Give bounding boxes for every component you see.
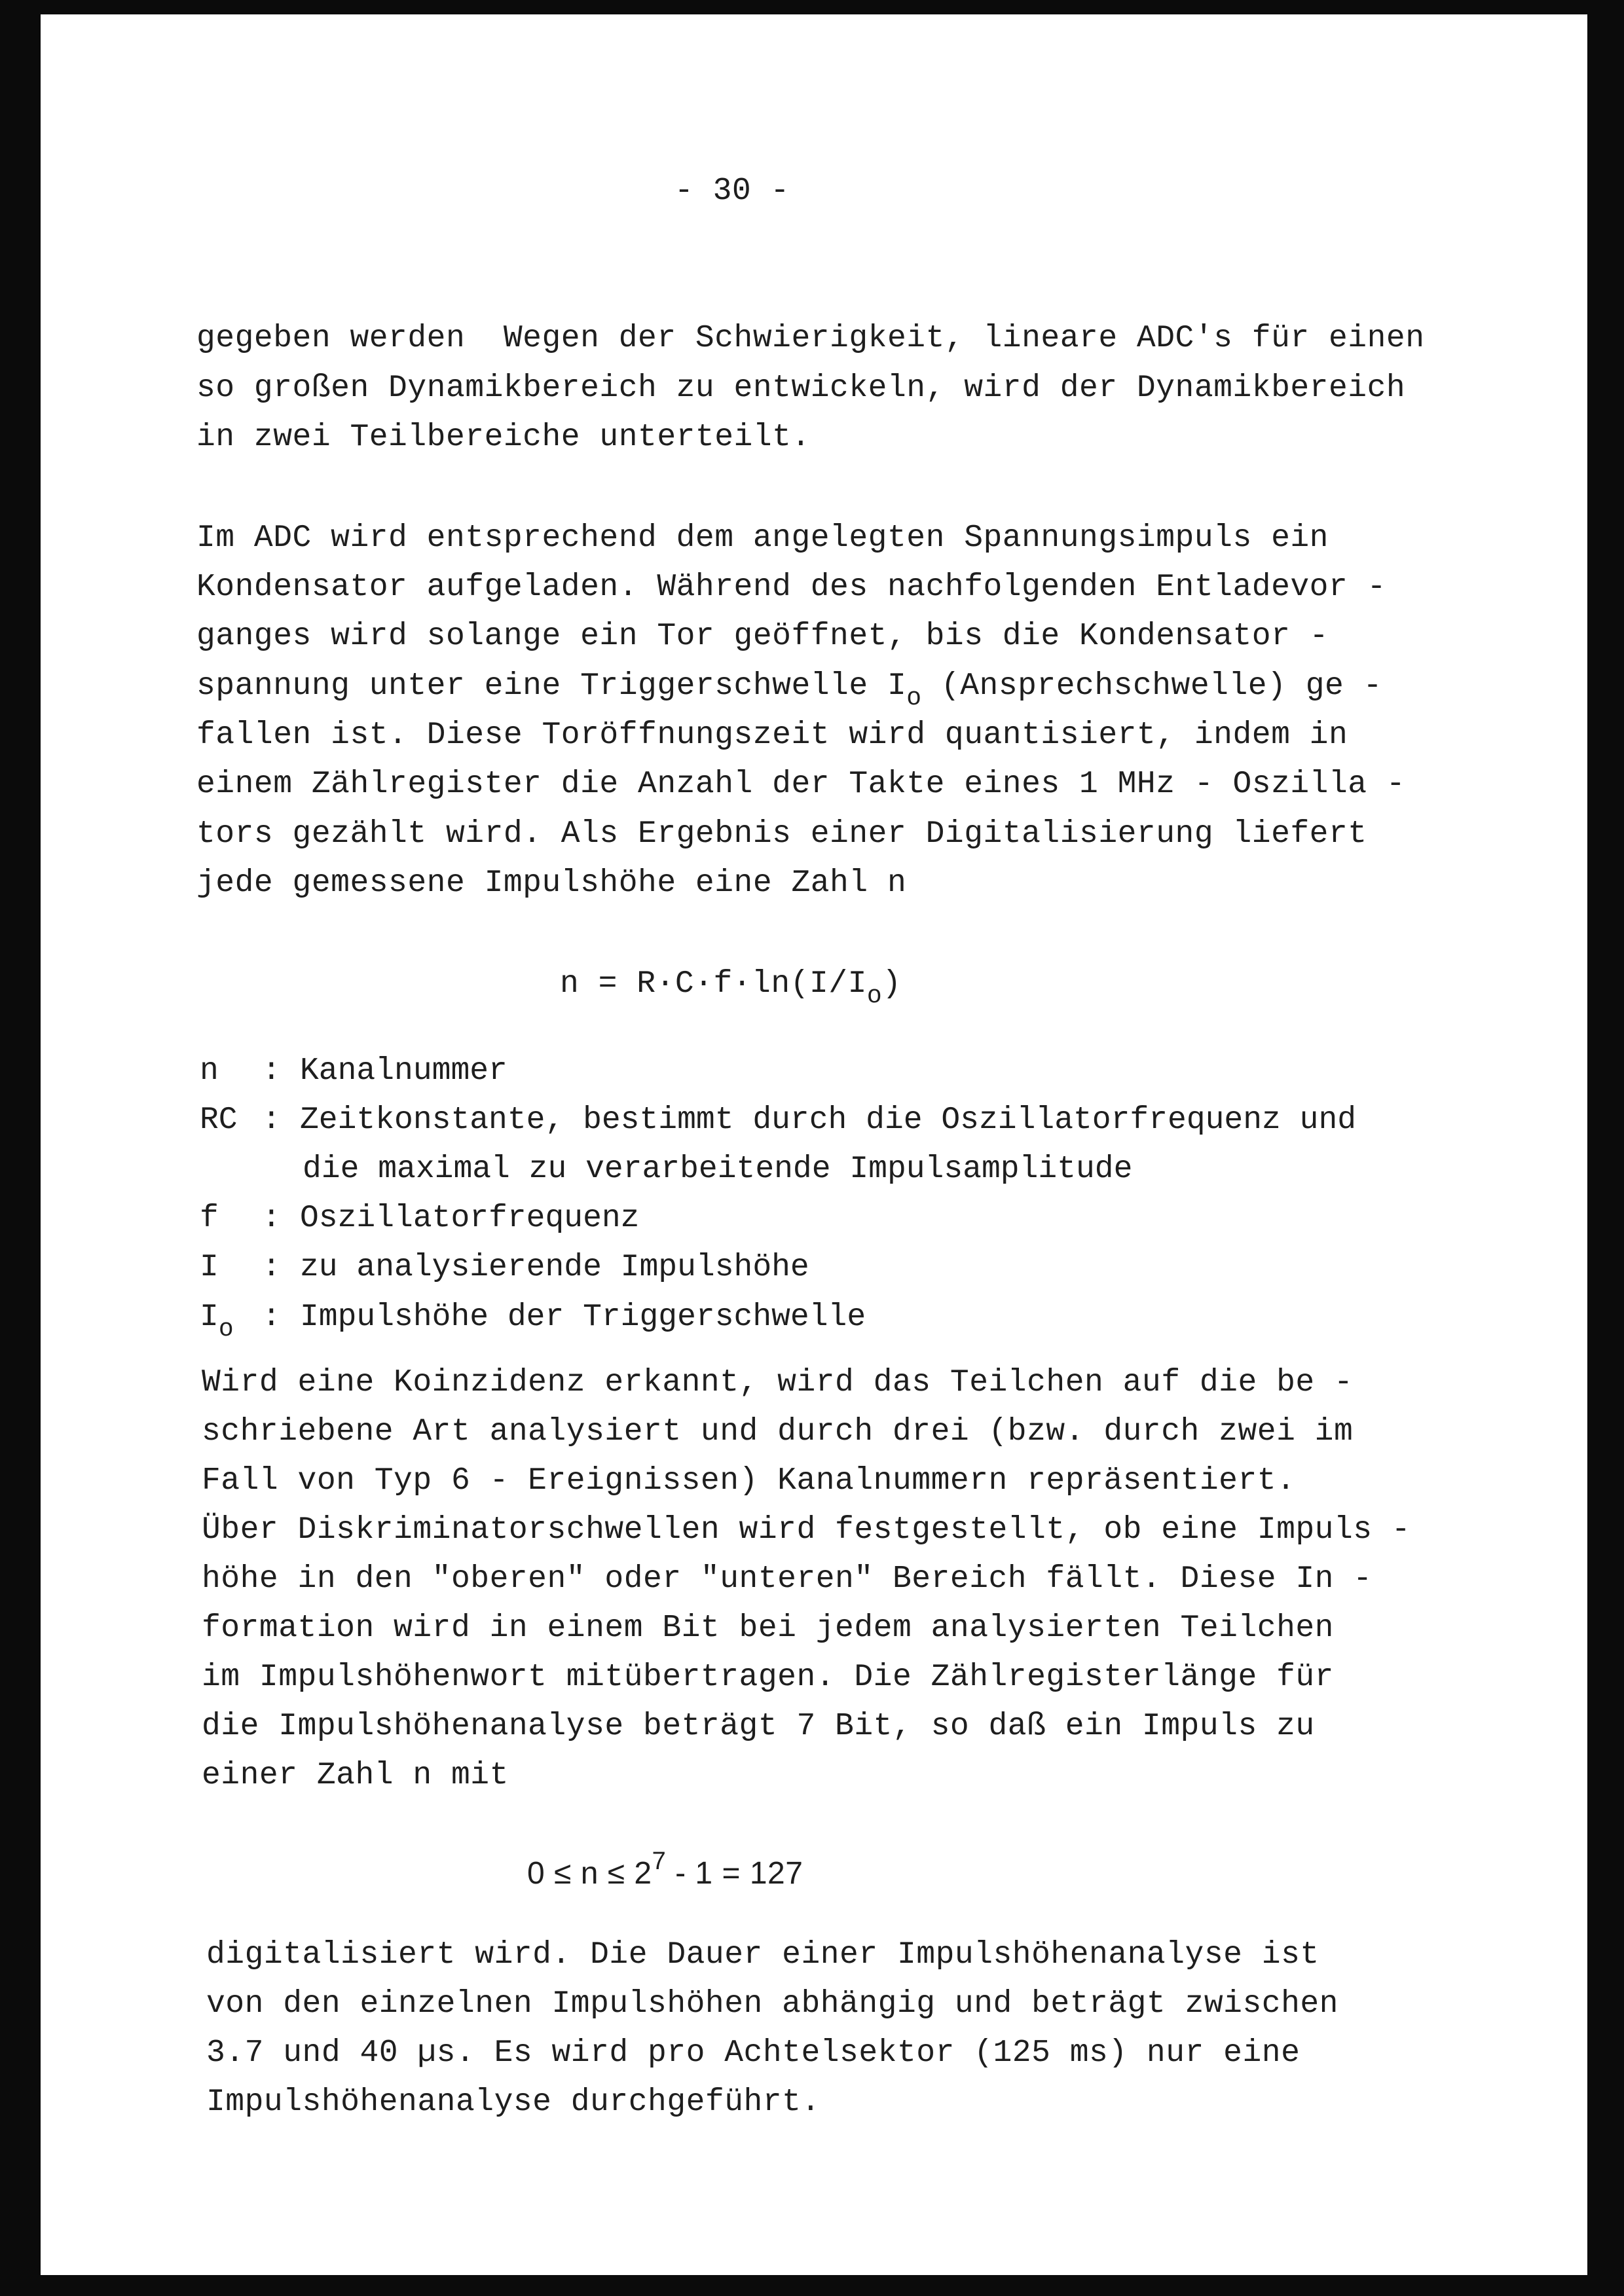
text-line: 3.7 und 40 µs. Es wird pro Achtelsektor (125 ms) nur eine <box>206 2035 1301 2071</box>
formula-range <box>527 1848 803 1893</box>
text-line: von den einzelnen Impulshöhen abhängig und beträgt zwischen <box>206 1986 1338 2022</box>
text-line: digitalisiert wird. Die Dauer einer Impulshöhenanalyse ist <box>206 1937 1320 1973</box>
text-line: Impulshöhenanalyse durchgeführt. <box>206 2085 821 2120</box>
text-line: Kondensator aufgeladen. Während des nachfolgenden Entladevor - <box>196 570 1386 605</box>
definition-colon: : <box>262 1250 281 1285</box>
text-segment: spannung unter eine Triggerschwelle I <box>196 668 907 704</box>
text-line: Über Diskriminatorschwellen wird festgestellt, ob eine Impuls - <box>202 1512 1411 1548</box>
text-line: formation wird in einem Bit bei jedem analysierten Teilchen <box>202 1611 1334 1646</box>
formula-text: n = R·C·f·ln(I/I <box>560 966 867 1002</box>
formula-text: - 1 = 127 <box>666 1856 803 1891</box>
superscript: 7 <box>652 1848 667 1875</box>
definition-key <box>200 1298 234 1343</box>
definition-colon: : <box>262 1201 281 1236</box>
text-line: im Impulshöhenwort mitübertragen. Die Zählregisterlänge für <box>202 1660 1334 1695</box>
text-line: die Impulshöhenanalyse beträgt 7 Bit, so daß ein Impuls zu <box>202 1709 1315 1744</box>
definition-text: die maximal zu verarbeitende Impulsamplitude <box>303 1152 1133 1187</box>
definition-text: Impulshöhe der Triggerschwelle <box>300 1300 866 1335</box>
formula-text: ) <box>882 966 902 1002</box>
definition-text: Kanalnummer <box>300 1053 507 1089</box>
text-line: schriebene Art analysiert und durch drei (bzw. durch zwei im <box>202 1414 1354 1449</box>
definition-key: I <box>200 1250 219 1285</box>
text-line: tors gezählt wird. Als Ergebnis einer Digitalisierung liefert <box>196 816 1367 852</box>
text-line: Fall von Typ 6 - Ereignissen) Kanalnummern repräsentiert. <box>202 1463 1296 1499</box>
definition-text: Zeitkonstante, bestimmt durch die Oszillatorfrequenz und <box>300 1102 1357 1138</box>
text-line: einem Zählregister die Anzahl der Takte eines 1 MHz - Oszilla - <box>196 767 1406 802</box>
scan-border-bottom <box>0 2275 1624 2296</box>
formula-text: 0 ≤ n ≤ 2 <box>527 1856 652 1891</box>
text-line: jede gemessene Impulshöhe eine Zahl n <box>196 866 907 901</box>
text-line: so großen Dynamikbereich zu entwickeln, wird der Dynamikbereich <box>196 371 1406 406</box>
text-line: einer Zahl n mit <box>202 1758 509 1793</box>
scan-border-top <box>0 0 1624 14</box>
text-line: höhe in den "oberen" oder "unteren" Bereich fällt. Diese In - <box>202 1561 1373 1597</box>
key-letter: I <box>200 1300 219 1335</box>
text-line: in zwei Teilbereiche unterteilt. <box>196 420 811 455</box>
text-line-with-subscript <box>196 666 1382 712</box>
definition-text: zu analysierende Impulshöhe <box>300 1250 809 1285</box>
definition-colon: : <box>262 1300 281 1335</box>
definition-key: n <box>200 1053 219 1089</box>
subscript: o <box>906 684 922 712</box>
definition-colon: : <box>262 1102 281 1138</box>
subscript: o <box>866 982 883 1010</box>
text-segment: (Ansprechschwelle) ge - <box>921 668 1382 704</box>
definition-text: Oszillatorfrequenz <box>300 1201 640 1236</box>
text-line: gegeben werden Wegen der Schwierigkeit, lineare ADC's für einen <box>196 321 1425 356</box>
page-number: - 30 - <box>674 173 790 209</box>
text-line: Im ADC wird entsprechend dem angelegten Spannungsimpuls ein <box>196 520 1329 556</box>
text-line: ganges wird solange ein Tor geöffnet, bis die Kondensator - <box>196 619 1329 654</box>
scan-border-left <box>0 0 41 2296</box>
definition-key: f <box>200 1201 219 1236</box>
text-line: Wird eine Koinzidenz erkannt, wird das Teilchen auf die be - <box>202 1365 1354 1400</box>
scan-border-right <box>1587 0 1624 2296</box>
definition-colon: : <box>262 1053 281 1089</box>
formula-channel-number <box>560 964 902 1010</box>
subscript: o <box>218 1315 234 1343</box>
text-line: fallen ist. Diese Toröffnungszeit wird quantisiert, indem in <box>196 718 1348 753</box>
definition-key: RC <box>200 1102 238 1138</box>
